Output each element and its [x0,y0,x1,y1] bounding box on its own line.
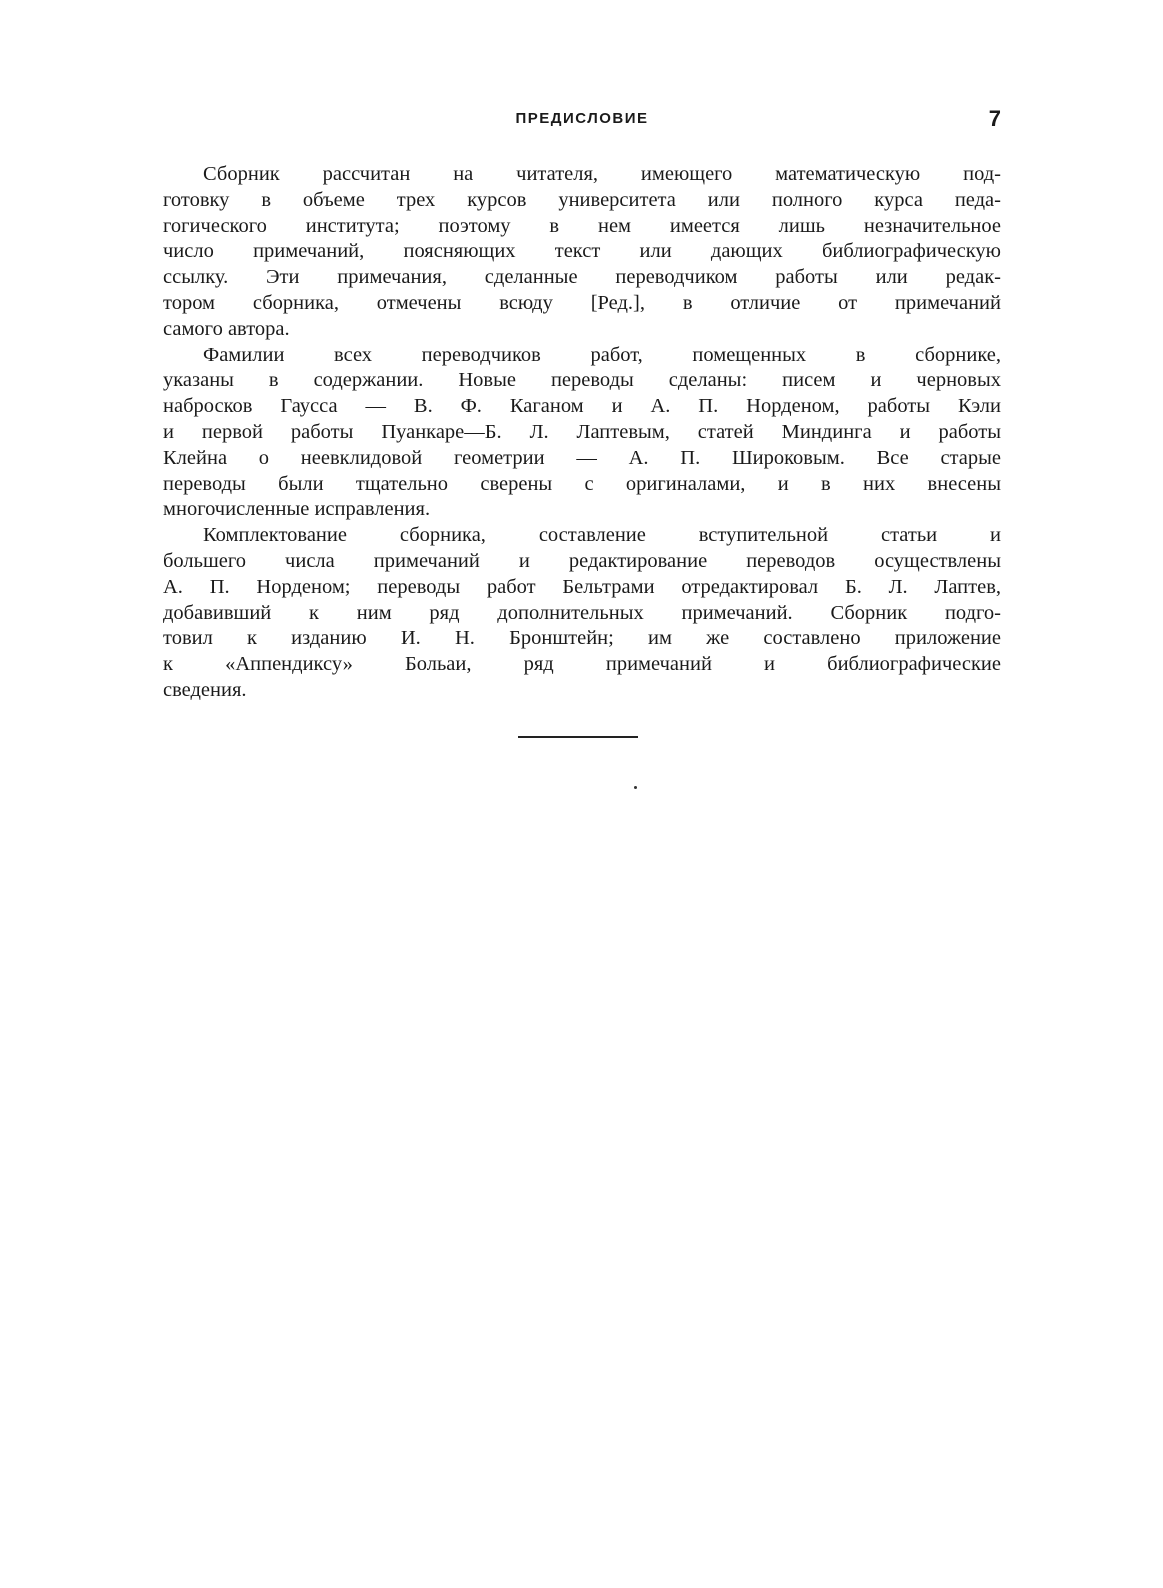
paragraph [163,343,1001,524]
text-line: Комплектование сборника, составление вступительной статьи и [203,524,1001,547]
text-line: Клейна о неевклидовой геометрии — А. П. Широковым. Все старые [163,446,1001,469]
text-line: Сборник рассчитан на читателя, имеющего математическую под- [203,163,1001,185]
text-line: товил к изданию И. Н. Бронштейн; им же составлено приложение [163,627,1001,650]
text-line: гогического института; поэтому в нем имеется лишь незначительное [163,214,1001,237]
text-line: А. П. Норденом; переводы работ Бельтрами отредактировал Б. Л. Лаптев, [163,575,1001,598]
page-number: 7 [988,106,1001,131]
paragraph [163,162,1001,343]
text-line: набросков Гаусса — В. Ф. Каганом и А. П. Норденом, работы Кэли [163,395,1001,418]
text-line: самого автора. [163,317,290,340]
text-line: сведения. [163,678,247,701]
text-line: Фамилии всех переводчиков работ, помещенных в сборнике, [203,343,1001,366]
running-head [163,106,1001,136]
text-line: большего числа примечаний и редактирование переводов осуществлены [163,549,1001,572]
text-line: многочисленные исправления. [163,498,431,521]
text-line: готовку в объеме трех курсов университета или полного курса педа- [163,188,1001,211]
text-line: число примечаний, поясняющих текст или дающих библиографическую [163,240,1001,263]
text-line: тором сборника, отмечены всюду [Ред.], в отличие от примечаний [163,291,1001,314]
section-end-rule [518,736,638,738]
body-text [163,162,1001,704]
text-line: переводы были тщательно сверены с оригиналами, и в них внесены [163,472,1001,495]
print-speck [634,786,637,789]
paragraph [163,523,1001,704]
text-line: добавивший к ним ряд дополнительных примечаний. Сборник подго- [163,601,1001,624]
text-line: и первой работы Пуанкаре—Б. Л. Лаптевым, статей Миндинга и работы [163,420,1001,443]
text-line: ссылку. Эти примечания, сделанные переводчиком работы или редак- [163,266,1001,289]
text-line: к «Аппендиксу» Больаи, ряд примечаний и библиографические [163,653,1001,676]
text-line: указаны в содержании. Новые переводы сделаны: писем и черновых [163,369,1001,392]
running-title: ПРЕДИСЛОВИЕ [515,110,649,127]
